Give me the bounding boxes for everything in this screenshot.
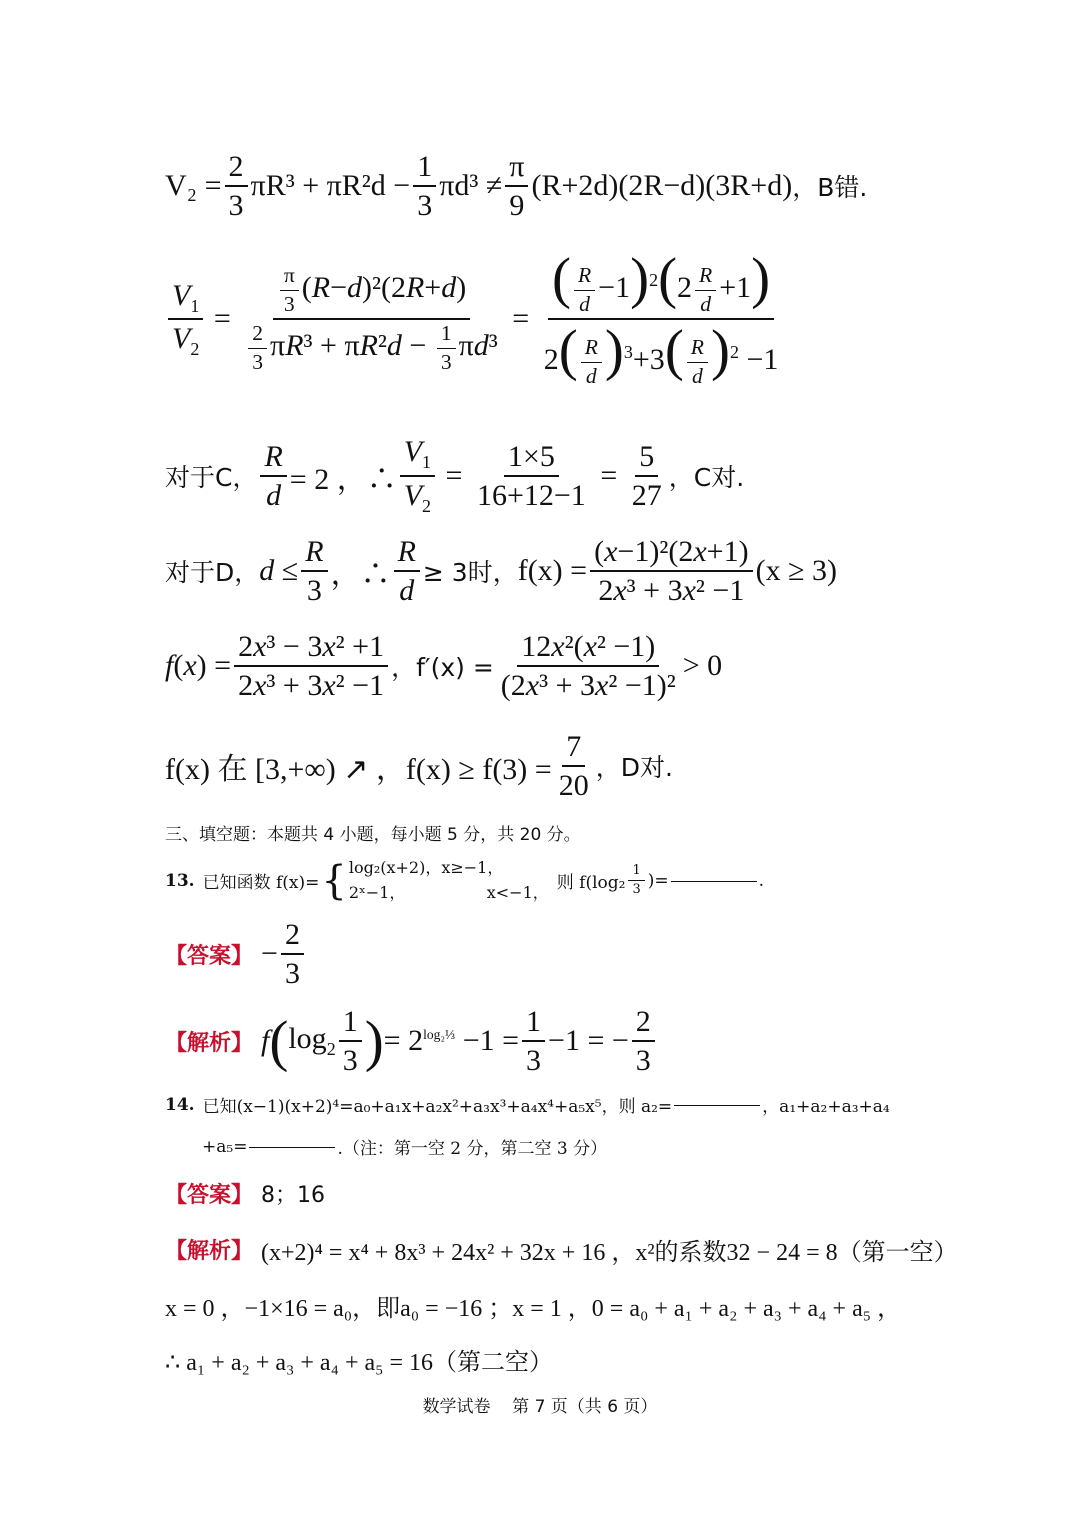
q14-stem3: +a₅= [202, 1136, 248, 1157]
q13-case1: log₂(x+2)，x≥−1， [348, 858, 504, 877]
derivative-line: f(x) = $\frac{\text{2x³ − 3x² +1}}{\text{2x³ + 3x² −1}}$ ，f′(x) = $\frac{\text{12x²(x² −1)}}{\text{(2x³ + 3x² −1)²}}$ > 0 [165, 630, 723, 702]
q14-stem: 已知(x−1)(x+2)⁴=a₀+a₁x+a₂x²+a₃x³+a₄x⁴+a₅x⁵，则 a₂= [202, 1097, 673, 1117]
fp-end: > 0 [682, 649, 723, 682]
page-footer: 数学试卷 第 7 页（共 6 页） [422, 1397, 658, 1417]
q14-number: 14. [165, 1094, 195, 1115]
option-c-line: 对于C， $\frac{R}{d}$ = 2 ，∴ $\frac{V_1}{V_2}$ = $\frac{1\times 5}{16+12-1}$ = $\frac{5}{27}$ ，C对. [165, 435, 745, 516]
q13-dot: . [758, 870, 765, 891]
v2-expr: πR³ + πR²d − [250, 169, 411, 202]
question-14-cont [202, 1134, 607, 1159]
q14-note: .（注：第一空 2 分，第二空 3 分） [337, 1139, 608, 1159]
q14-analysis-line-3: ∴ a₁ + a₂ + a₃ + a₄ + a₅ = 16（第二空） [165, 1350, 554, 1376]
q13-analysis: 【解析】 f ( $\log_2$ $\frac{1}{3}$ ) = $2^{log_2\frac{1}{3}} -1$ = $\frac{1}{3}$ −1 = − $\frac{2}{3}$ [165, 1005, 658, 1077]
q14-analysis-line-2: x = 0 ，−1×16 = a₀，即a₀ = −16 ；x = 1 ，0 = a₀ + a₁ + a₂ + a₃ + a₄ + a₅ ， [165, 1296, 902, 1322]
question-13: 13. 已知函数 f(x)= { log₂(x+2)，x≥−1， 2ˣ−1， x<−1， 则 f(log₂ $\frac{1}{3}$ )= . [165, 857, 765, 904]
q13-number: 13. [165, 870, 195, 891]
q14-analysis-2 [165, 1288, 901, 1323]
q14-stem2: ，a₁+a₂+a₃+a₄ [762, 1097, 890, 1117]
q14-answer [165, 1178, 325, 1209]
mono-text: f(x) 在 [3,+∞) ↗ ，f(x) ≥ f(3) = [165, 753, 552, 786]
d-mid2: ≥ 3时， [422, 558, 518, 587]
q13-answer: 【答案】 − $\frac{2}{3}$ [165, 918, 307, 990]
d-fx: f(x) = [517, 554, 588, 587]
q14-analysis-tag: 【解析】 [165, 1239, 254, 1264]
section-3-header: 三、填空题：本题共 4 小题，每小题 5 分，共 20 分。 [165, 825, 581, 845]
d-cond: (x ≥ 3) [755, 554, 838, 587]
q13-ask-end: )= [647, 870, 669, 891]
q14-answer-value: 8；16 [261, 1183, 326, 1208]
v2-expr3: (R+2d)(2R−d)(3R+d) [531, 169, 793, 202]
fp-label: ，f′(x) = [391, 653, 494, 682]
d-mid: ，∴ [330, 558, 391, 591]
v2-label: V₂ = [165, 169, 222, 202]
q13-stem: 已知函数 f(x)= [202, 873, 320, 894]
v2-end: ，B错. [792, 173, 868, 202]
v2-expr2: πd³ ≠ [439, 169, 503, 202]
q13-ask: 则 f(log₂ [556, 873, 626, 894]
c-intro: 对于C， [165, 462, 258, 492]
monotonic-line: f(x) 在 [3,+∞) ↗ ，f(x) ≥ f(3) = $\frac{7}{20}$ ，D对. [165, 730, 673, 802]
q14-analysis-3 [165, 1342, 553, 1377]
q13-answer-tag: 【答案】 [165, 943, 254, 969]
q14-blank-2 [249, 1146, 335, 1148]
q13-analysis-tag: 【解析】 [165, 1030, 254, 1056]
q14-answer-tag: 【答案】 [165, 1183, 254, 1208]
q13-blank [671, 880, 757, 882]
d-intro: 对于D， [165, 558, 260, 587]
c-end: ，C对. [668, 462, 745, 492]
q13-case2: 2ˣ−1， x<−1， [348, 882, 549, 902]
c-mid: = 2 ，∴ [289, 462, 397, 496]
question-14 [165, 1092, 890, 1117]
q14-analysis-line-1: (x+2)⁴ = x⁴ + 8x³ + 24x² + 32x + 16 ，x²的系数32 − 24 = 8（第一空） [261, 1240, 958, 1266]
q14-blank-1 [674, 1104, 760, 1106]
option-d-line: 对于D， d ≤ $\frac{R}{3}$ ，∴ $\frac{R}{d}$ ≥ 3时， f(x) = $\frac{\text{(x−1)²(2x+1)}}{\text{2x³ + 3x² −1}}$ (x ≥ 3) [165, 535, 838, 607]
v2-equation: V₂ = $\frac{2}{3}$ πR³ + πR²d − $\frac{1}{3}$ πd³ ≠ $\frac{\pi}{9}$ (R+2d)(2R−d)(3R+d) ，B错. [165, 150, 868, 222]
q14-analysis [165, 1232, 958, 1267]
ratio-equation: $\frac{V_1}{V_2}$ = $\frac{\pi}{3}$ (R−d)²(2R+d) $\frac{2}{3}$ πR³ + πR²d − $\frac{1}{3}$ πd³ = ( $\frac{R}{d}$ −1)$^2$(2 $\frac{R}{d}$ +1) 2( $\frac{R}{d}$ )$^3$+3( $\frac{R}{d}$ )$^2$ −1 [165, 250, 785, 389]
mono-end: ，D对. [595, 753, 673, 782]
